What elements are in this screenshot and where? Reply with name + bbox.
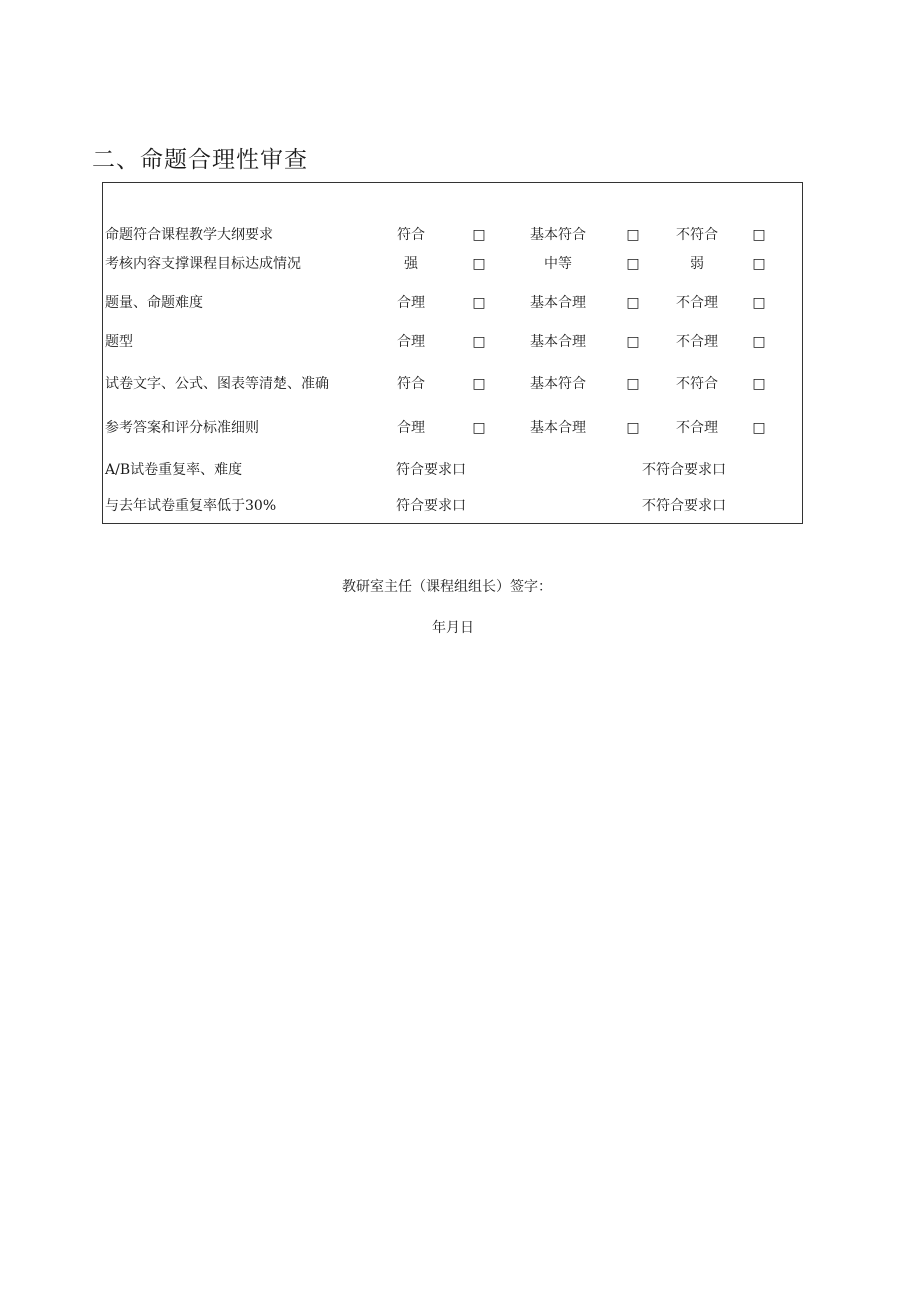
option-label: 符合 — [397, 376, 425, 392]
criterion-label: A/B试卷重复率、难度 — [105, 462, 243, 478]
option-label: 基本合理 — [530, 420, 586, 436]
option-label: 合理 — [397, 295, 425, 311]
checkbox[interactable]: □ — [752, 420, 766, 436]
pass-option[interactable]: 符合要求口 — [396, 462, 466, 478]
checkbox[interactable]: □ — [626, 420, 640, 436]
option-label: 基本合理 — [530, 295, 586, 311]
signature-label: 教研室主任（课程组组长）签字： — [342, 579, 552, 595]
option-label: 基本合理 — [530, 334, 586, 350]
review-row — [103, 373, 802, 395]
option-label: 不合理 — [676, 334, 718, 350]
option-label: 合理 — [397, 334, 425, 350]
review-table — [102, 182, 803, 524]
criterion-label: 参考答案和评分标准细则 — [105, 420, 259, 436]
criterion-label: 考核内容支撑课程目标达成情况 — [105, 256, 301, 272]
section-title: 二、命题合理性审查 — [92, 147, 308, 173]
checkbox[interactable]: □ — [626, 334, 640, 350]
checkbox[interactable]: □ — [752, 295, 766, 311]
option-label: 强 — [404, 256, 418, 272]
checkbox[interactable]: □ — [626, 256, 640, 272]
review-row — [103, 459, 802, 481]
checkbox[interactable]: □ — [472, 334, 486, 350]
option-label: 弱 — [690, 256, 704, 272]
checkbox[interactable]: □ — [626, 376, 640, 392]
fail-option[interactable]: 不符合要求口 — [642, 462, 726, 478]
checkbox[interactable]: □ — [472, 227, 486, 243]
criterion-label: 命题符合课程教学大纲要求 — [105, 227, 273, 243]
option-label: 不合理 — [676, 420, 718, 436]
option-label: 合理 — [397, 420, 425, 436]
option-label: 中等 — [544, 256, 572, 272]
option-label: 基本符合 — [530, 227, 586, 243]
review-row — [103, 224, 802, 246]
review-row — [103, 495, 802, 517]
criterion-label: 试卷文字、公式、图表等清楚、准确 — [105, 376, 329, 392]
checkbox[interactable]: □ — [752, 227, 766, 243]
option-label: 基本符合 — [530, 376, 586, 392]
pass-option[interactable]: 符合要求口 — [396, 498, 466, 514]
checkbox[interactable]: □ — [626, 295, 640, 311]
checkbox[interactable]: □ — [472, 420, 486, 436]
criterion-label: 题量、命题难度 — [105, 295, 203, 311]
checkbox[interactable]: □ — [752, 334, 766, 350]
checkbox[interactable]: □ — [752, 376, 766, 392]
criterion-label: 题型 — [105, 334, 133, 350]
option-label: 符合 — [397, 227, 425, 243]
criterion-label: 与去年试卷重复率低于30% — [105, 498, 277, 514]
checkbox[interactable]: □ — [472, 295, 486, 311]
checkbox[interactable]: □ — [472, 256, 486, 272]
checkbox[interactable]: □ — [472, 376, 486, 392]
option-label: 不合理 — [676, 295, 718, 311]
checkbox[interactable]: □ — [626, 227, 640, 243]
fail-option[interactable]: 不符合要求口 — [642, 498, 726, 514]
review-row — [103, 253, 802, 275]
review-row — [103, 331, 802, 353]
review-row — [103, 292, 802, 314]
checkbox[interactable]: □ — [752, 256, 766, 272]
option-label: 不符合 — [676, 376, 718, 392]
option-label: 不符合 — [676, 227, 718, 243]
review-row — [103, 417, 802, 439]
signature-date: 年月日 — [432, 620, 474, 636]
